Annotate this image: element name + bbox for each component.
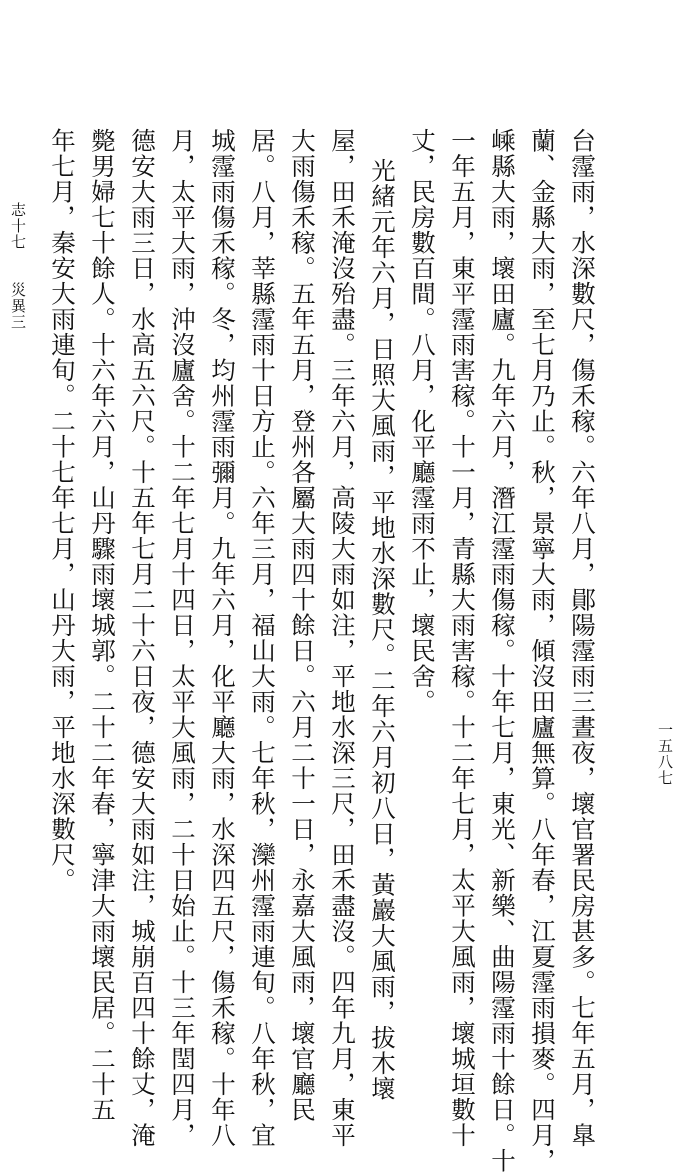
text-column: 嵊縣大雨，壞田廬。九年六月，潛江霪雨傷稼。十年七月，東光、新樂、曲陽霪雨十餘日。十 (488, 128, 517, 1174)
text-column: 斃男婦七十餘人。十六年六月，山丹驟雨壞城郭。二十二年春，寧津大雨壞民居。二十五 (88, 128, 117, 1123)
text-column: 月，太平大雨，沖沒廬舍。十二年七月十四日，太平大風雨，二十日始止。十三年閏四月， (168, 128, 197, 1148)
chapter-header: 志十七 (9, 202, 27, 250)
text-column: 居。八月，莘縣霪雨十日方止。六年三月，福山大雨。七年秋，灤州霪雨連旬。八年秋，宜 (248, 128, 277, 1148)
page-number: 一五八七 (656, 722, 674, 786)
text-column: 屋，田禾淹沒殆盡。三年六月，高陵大雨如注，平地水深三尺，田禾盡沒。四年九月，東平 (328, 128, 357, 1148)
text-column: 光緒元年六月，日照大風雨，平地水深數尺。二年六月初八日，黃巖大風雨，拔木壞 (368, 158, 397, 1102)
text-column: 一年五月，東平霪雨害稼。十一月，青縣大雨害稼。十二年七月，太平大風雨，壞城垣數十 (448, 128, 477, 1148)
text-column: 丈，民房數百間。八月，化平廳霪雨不止，壞民舍。 (408, 128, 437, 715)
text-column: 蘭、金縣大雨，至七月乃止。秋，景寧大雨，傾沒田廬無算。八年春，江夏霪雨損麥。四月， (528, 128, 557, 1174)
text-column: 城霪雨傷禾稼。冬，均州霪雨彌月。九年六月，化平廳大雨，水深四五尺，傷禾稼。十年八 (208, 128, 237, 1148)
text-column: 台霪雨，水深數尺，傷禾稼。六年八月，鄖陽霪雨三晝夜，壞官署民房甚多。七年五月，臯 (568, 128, 597, 1148)
text-column: 年七月，秦安大雨連旬。二十七年七月，山丹大雨，平地水深數尺。 (48, 128, 77, 893)
text-column: 德安大雨三日，水高五六尺。十五年七月二十六日夜，德安大雨如注，城崩百四十餘丈，淹 (128, 128, 157, 1148)
text-column: 大雨傷禾稼。五年五月，登州各屬大雨四十餘日。六月二十一日，永嘉大風雨，壞官廳民 (288, 128, 317, 1123)
section-header: 災異三 (9, 282, 27, 330)
